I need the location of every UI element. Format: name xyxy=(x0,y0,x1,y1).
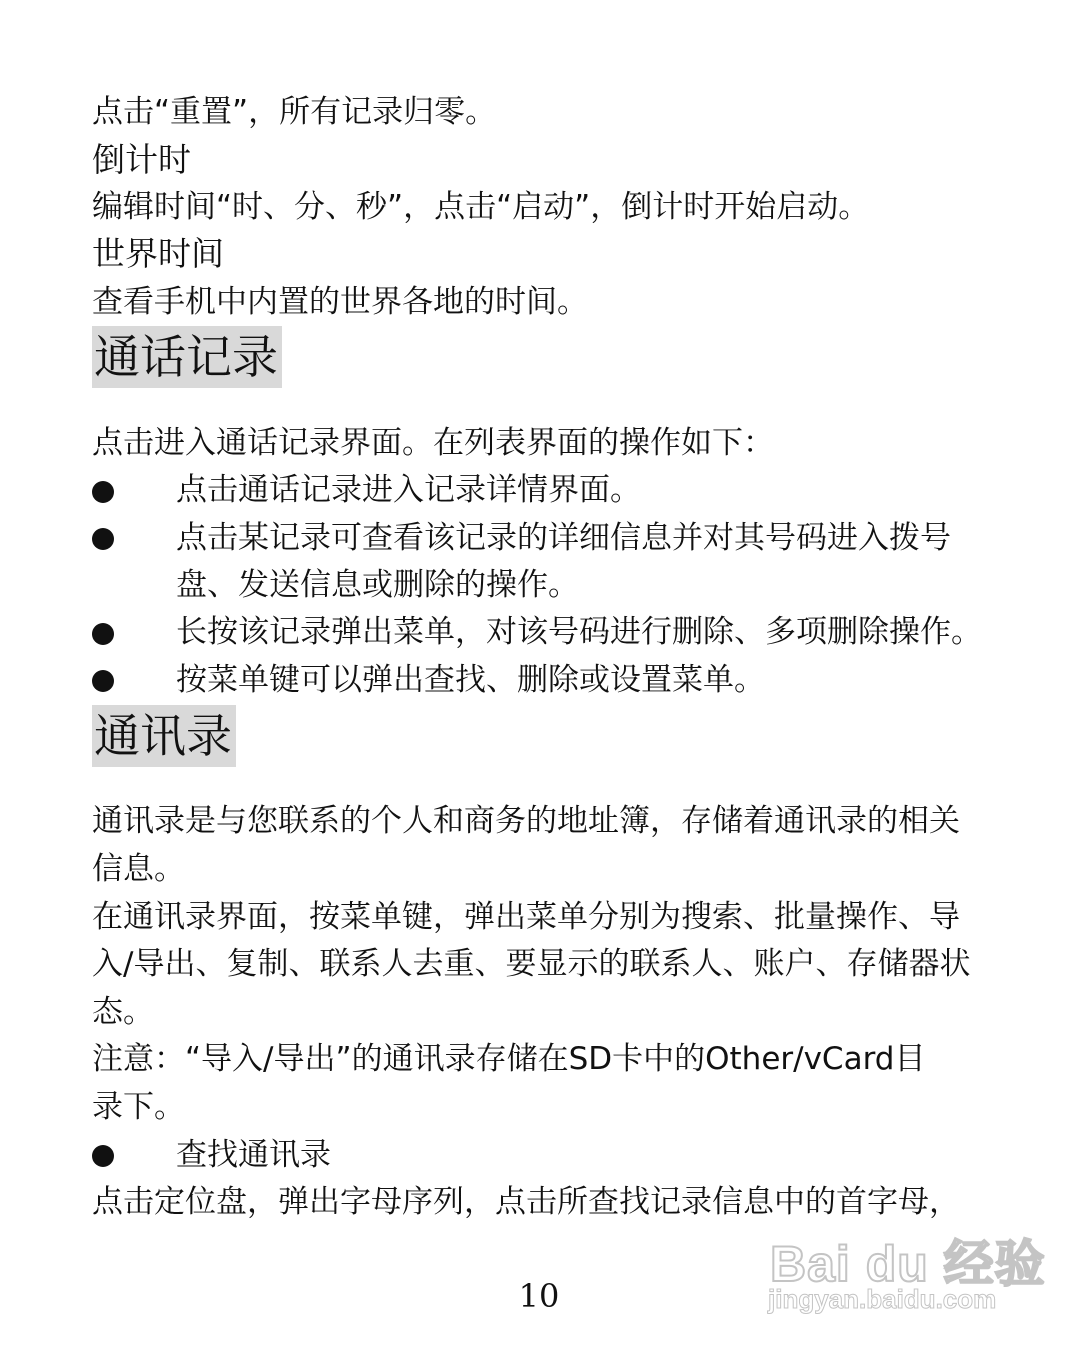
call-log-intro: 点击进入通话记录界面。在列表界面的操作如下： xyxy=(92,425,774,461)
bullet-dot-icon xyxy=(92,481,114,503)
contacts-para1-line1: 通讯录是与您联系的个人和商务的地址簿，存储着通讯录的相关 xyxy=(92,803,960,839)
baidu-watermark xyxy=(764,1218,1046,1318)
call-log-bullet-3: 长按该记录弹出菜单，对该号码进行删除、多项删除操作。 xyxy=(176,614,982,650)
subheading-countdown: 倒计时 xyxy=(92,140,191,179)
subheading-world-time: 世界时间 xyxy=(92,234,224,273)
section-heading-call-log: 通话记录 xyxy=(92,326,282,388)
contacts-note-line2: 录下。 xyxy=(92,1089,185,1125)
text-line-countdown: 编辑时间“时、分、秒”，点击“启动”，倒计时开始启动。 xyxy=(92,189,870,225)
bullet-dot-icon xyxy=(92,1145,114,1167)
section-heading-contacts: 通讯录 xyxy=(92,705,236,767)
contacts-para2-line3: 态。 xyxy=(92,994,154,1030)
call-log-bullet-2: 点击某记录可查看该记录的详细信息并对其号码进入拨号 xyxy=(176,520,951,556)
contacts-para2-line1: 在通讯录界面，按菜单键，弹出菜单分别为搜索、批量操作、导 xyxy=(92,899,960,935)
call-log-bullet-4: 按菜单键可以弹出查找、删除或设置菜单。 xyxy=(176,662,765,698)
call-log-bullet-1: 点击通话记录进入记录详情界面。 xyxy=(176,472,641,508)
call-log-bullet-2-cont: 盘、发送信息或删除的操作。 xyxy=(176,567,579,603)
contacts-note-line1: 注意：“导入/导出”的通讯录存储在SD卡中的Other/vCard目 xyxy=(92,1041,926,1077)
text-line-world-time: 查看手机中内置的世界各地的时间。 xyxy=(92,284,588,320)
bullet-dot-icon xyxy=(92,623,114,645)
watermark-brand: Bai du 经验 xyxy=(770,1236,1046,1292)
contacts-para2-line2: 入/导出、复制、联系人去重、要显示的联系人、账户、存储器状 xyxy=(92,946,971,982)
watermark-url: jingyan.baidu.com xyxy=(768,1284,997,1314)
bullet-dot-icon xyxy=(92,528,114,550)
bullet-dot-icon xyxy=(92,670,114,692)
contacts-para1-line2: 信息。 xyxy=(92,851,185,887)
contacts-bullet-find: 查找通讯录 xyxy=(176,1137,331,1173)
contacts-find-text: 点击定位盘，弹出字母序列，点击所查找记录信息中的首字母， xyxy=(92,1184,960,1220)
page-number: 10 xyxy=(518,1277,560,1315)
text-line-reset: 点击“重置”，所有记录归零。 xyxy=(92,94,497,130)
